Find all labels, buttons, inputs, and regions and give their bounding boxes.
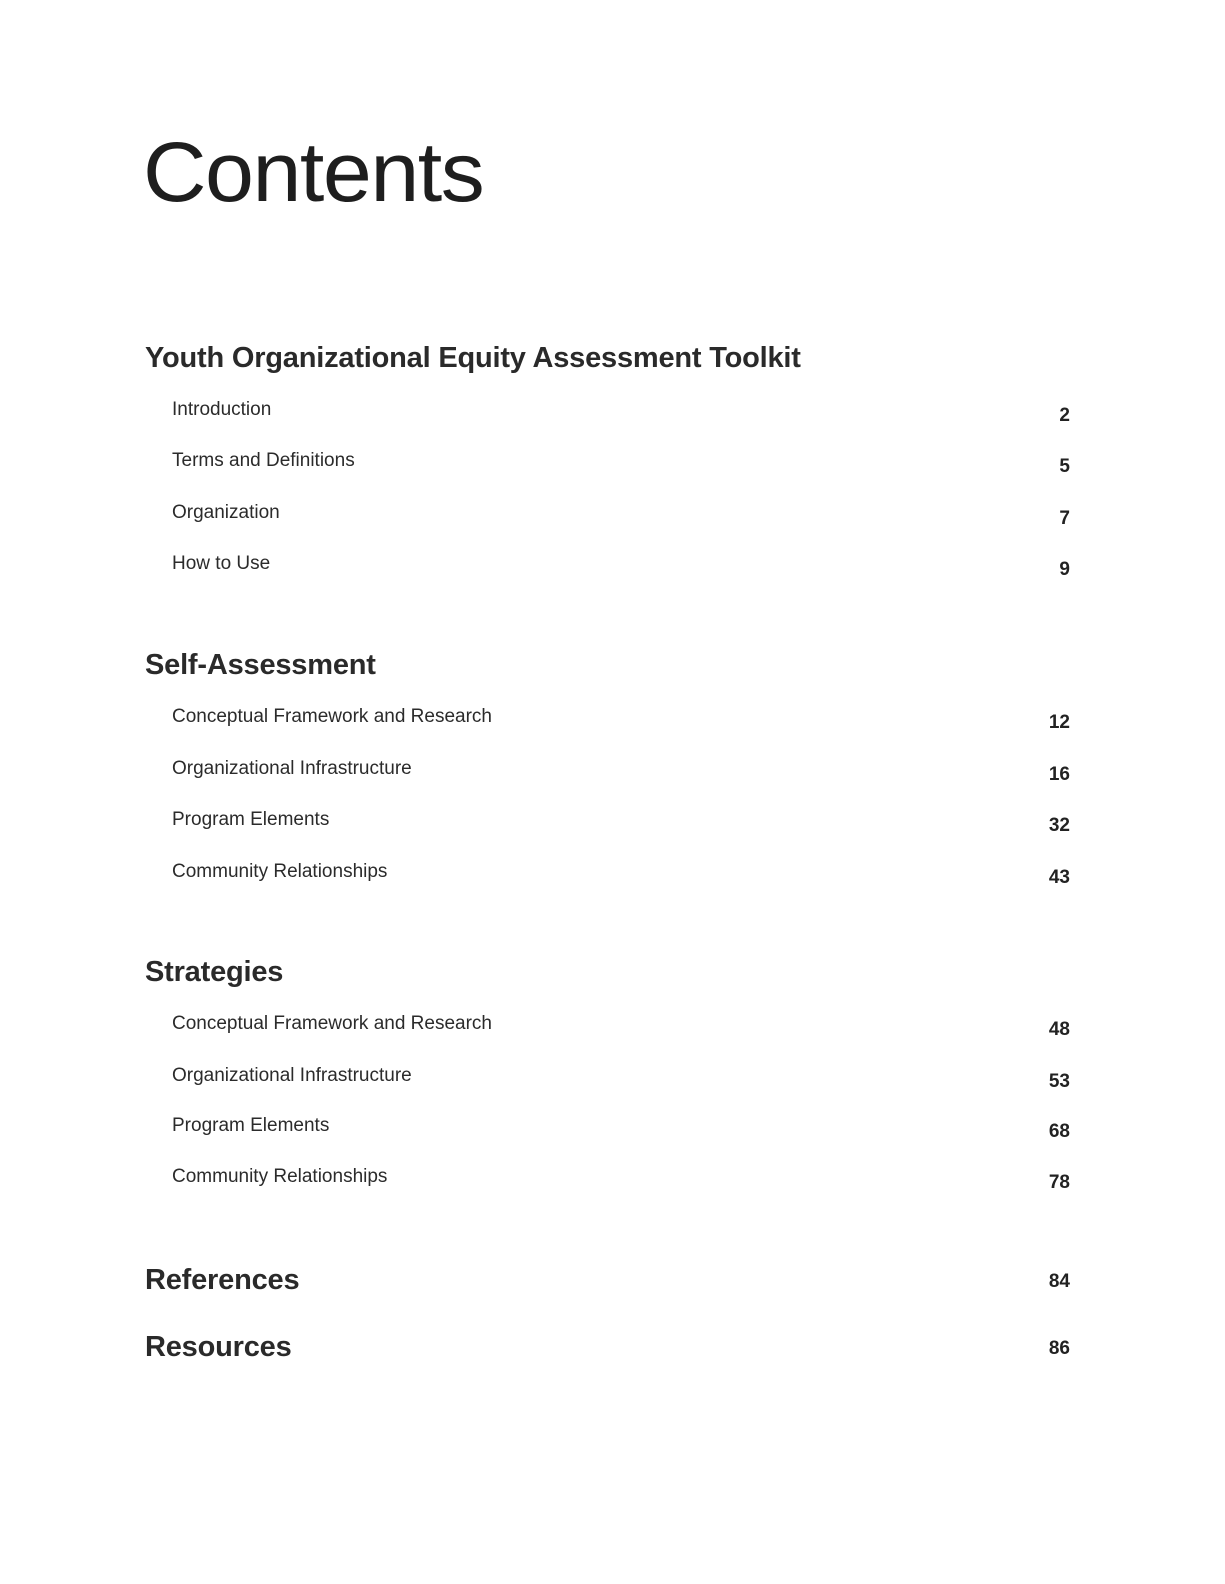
toc-page-number: 84 xyxy=(1048,1271,1070,1292)
toc-page-number: 7 xyxy=(1059,508,1070,529)
toc-entry-label: Conceptual Framework and Research xyxy=(172,1013,492,1034)
section-heading-self-assessment[interactable]: Self-Assessment xyxy=(145,649,376,681)
toc-entry-resources[interactable] xyxy=(145,1330,1070,1374)
toc-entry-label: Organization xyxy=(172,502,280,523)
toc-page-number: 68 xyxy=(1048,1121,1070,1142)
toc-page-number: 48 xyxy=(1048,1019,1070,1040)
section-heading-strategies[interactable]: Strategies xyxy=(145,956,284,988)
toc-entry-references[interactable] xyxy=(145,1263,1070,1307)
toc-entry-st-program-elements[interactable] xyxy=(172,1115,1070,1155)
toc-page-number: 16 xyxy=(1048,764,1070,785)
toc-entry-sa-program-elements[interactable] xyxy=(172,809,1070,849)
toc-entry-st-organizational-infrastructure[interactable] xyxy=(172,1065,1070,1105)
toc-page-number: 78 xyxy=(1048,1172,1070,1193)
toc-page-number: 2 xyxy=(1059,405,1070,426)
toc-entry-label: Program Elements xyxy=(172,809,330,830)
toc-page-number: 12 xyxy=(1048,712,1070,733)
page-title: Contents xyxy=(143,124,484,220)
toc-entry-sa-community-relationships[interactable] xyxy=(172,861,1070,901)
toc-page-number: 32 xyxy=(1048,815,1070,836)
toc-entry-label: Organizational Infrastructure xyxy=(172,758,412,779)
toc-entry-organization[interactable] xyxy=(172,502,1070,542)
toc-entry-label: Organizational Infrastructure xyxy=(172,1065,412,1086)
toc-entry-introduction[interactable] xyxy=(172,399,1070,439)
toc-page-number: 5 xyxy=(1059,456,1070,477)
toc-page-number: 53 xyxy=(1048,1071,1070,1092)
section-heading-toolkit[interactable]: Youth Organizational Equity Assessment Toolkit xyxy=(145,342,801,374)
toc-entry-terms-and-definitions[interactable] xyxy=(172,450,1070,490)
toc-entry-sa-organizational-infrastructure[interactable] xyxy=(172,758,1070,798)
toc-entry-sa-conceptual-framework[interactable] xyxy=(172,706,1070,746)
toc-entry-how-to-use[interactable] xyxy=(172,553,1070,593)
toc-entry-label: Program Elements xyxy=(172,1115,330,1136)
toc-entry-label: How to Use xyxy=(172,553,271,574)
toc-entry-label: Community Relationships xyxy=(172,861,388,882)
toc-entry-label: Conceptual Framework and Research xyxy=(172,706,492,727)
toc-entry-label: Introduction xyxy=(172,399,272,420)
toc-entry-label: Terms and Definitions xyxy=(172,450,355,471)
toc-entry-st-conceptual-framework[interactable] xyxy=(172,1013,1070,1053)
toc-page-number: 9 xyxy=(1059,559,1070,580)
references-heading: References xyxy=(145,1264,300,1296)
toc-page-number: 43 xyxy=(1048,867,1070,888)
toc-entry-st-community-relationships[interactable] xyxy=(172,1166,1070,1206)
resources-heading: Resources xyxy=(145,1331,292,1363)
toc-entry-label: Community Relationships xyxy=(172,1166,388,1187)
toc-page-number: 86 xyxy=(1048,1338,1070,1359)
